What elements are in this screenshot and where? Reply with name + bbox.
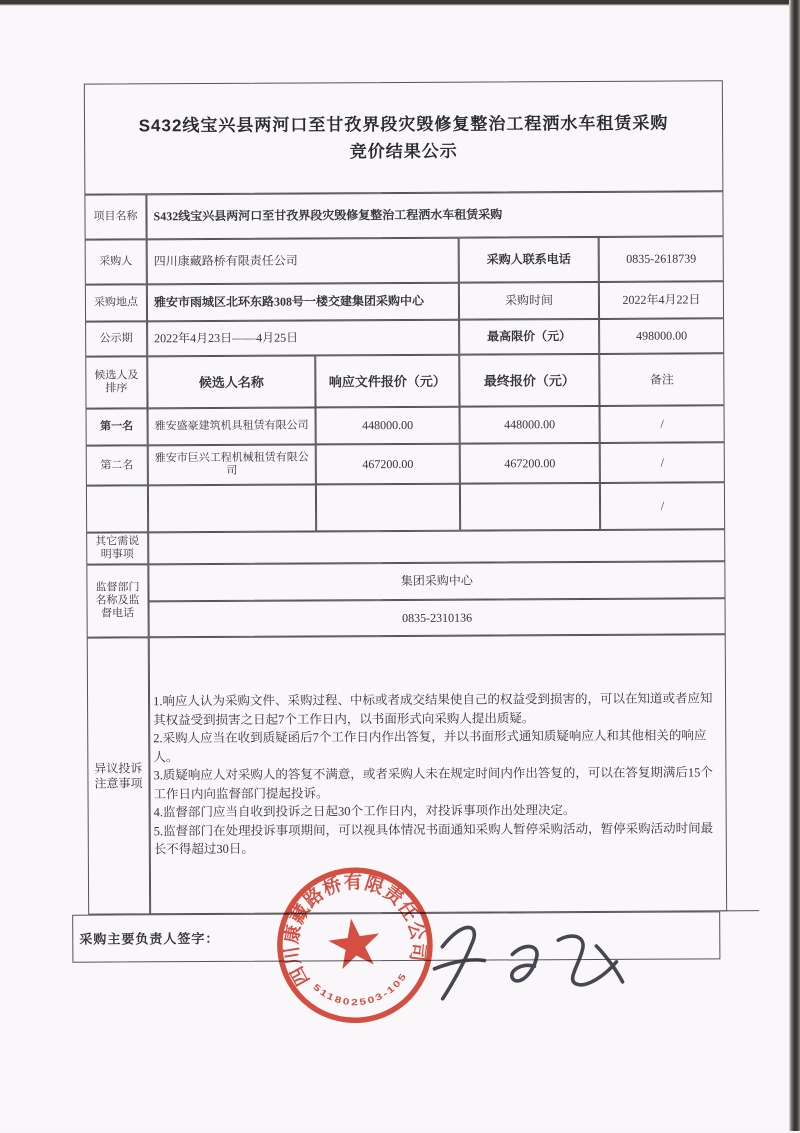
seal-star-icon (326, 915, 384, 971)
col-header-remark: 备注 (599, 353, 724, 406)
other-notes-value (148, 529, 725, 564)
publicity-period-value: 2022年4月23日——4月25日 (147, 320, 459, 357)
document-title-line1: S432线宝兴县两河口至甘孜界段灾毁修复整治工程洒水车租赁采购 (138, 113, 669, 135)
purchase-location-value: 雅安市雨城区北环东路308号一楼交建集团采购中心 (147, 283, 459, 322)
table-row-3-rank (86, 485, 148, 532)
table-row-1-name: 雅安盛豪建筑机具租赁有限公司 (148, 407, 316, 445)
purchase-time-label: 采购时间 (459, 282, 599, 320)
col-header-name: 候选人名称 (147, 355, 315, 408)
supervision-label: 监督部门名称及监督电话 (86, 564, 148, 637)
document-title-line2: 竞价结果公示 (349, 141, 458, 161)
publicity-period-label: 公示期 (85, 321, 147, 356)
purchaser-phone-label: 采购人联系电话 (459, 237, 599, 283)
col-header-final-price: 最终报价（元） (459, 354, 599, 407)
table-row-1-final-price: 448000.00 (460, 406, 600, 444)
max-price-label: 最高限价（元） (459, 319, 599, 355)
table-row-1-rank: 第一名 (86, 408, 148, 445)
table-row-3-name (148, 484, 316, 532)
scan-edge-right (789, 0, 800, 1131)
purchaser-phone-value: 0835-2618739 (599, 236, 724, 282)
seal-company-name: 四川康藏路桥有限责任公司 (280, 871, 430, 990)
col-header-rank: 候选人及排序 (85, 356, 147, 408)
complaint-items (153, 690, 723, 859)
table-row-3-doc-price (316, 484, 460, 532)
complaint-item-1: 1.响应人认为采购文件、采购过程、中标或者成交结果使自己的权益受到损害的，可以在知道或者应知其权益受到损害之日起7个工作日内，以书面形式向采购人提出质疑。 (153, 691, 713, 728)
purchaser-value: 四川康藏路桥有限责任公司 (147, 238, 459, 285)
purchase-time-value: 2022年4月22日 (599, 281, 724, 319)
table-row-1-remark: / (600, 405, 725, 443)
table-row-2-rank: 第二名 (86, 445, 148, 485)
other-notes-label: 其它需说明事项 (86, 532, 148, 564)
project-name-value: S432线宝兴县两河口至甘孜界段灾毁修复整治工程洒水车租赁采购 (146, 191, 723, 239)
signature-handwriting (420, 902, 656, 1013)
complaint-item-5: 5.监督部门在处理投诉事项期间，可以视具体情况书面通知采购人暂停采购活动，暂停采购活动时间最长不得超过30日。 (153, 821, 714, 857)
supervision-center-value: 集团采购中心 (148, 561, 725, 601)
table-row-3-remark: / (600, 482, 725, 530)
purchase-location-label: 采购地点 (85, 284, 147, 321)
complaint-item-2: 2.采购人应当在收到质疑函后7个工作日内作出答复，并以书面形式通知质疑响应人和其他相关的响应人。 (153, 728, 707, 765)
col-header-doc-price: 响应文件报价（元） (315, 355, 459, 408)
table-row-2-name: 雅安市巨兴工程机械租赁有限公司 (148, 444, 316, 485)
complaint-section-body (149, 634, 727, 914)
company-seal-stamp (264, 853, 447, 1044)
purchaser-label: 采购人 (85, 239, 147, 284)
table-row-3-final-price (460, 483, 600, 531)
supervision-phone-value: 0835-2310136 (149, 598, 726, 637)
table-row-1-doc-price: 448000.00 (316, 407, 460, 445)
complaint-section-label: 异议投诉注意事项 (87, 637, 150, 914)
signature-label: 采购主要负责人签字： (79, 930, 220, 947)
table-row-2-final-price: 467200.00 (460, 443, 600, 484)
seal-registration-number: 511802503-105 (311, 972, 408, 1008)
signature-row-border-extension (720, 910, 759, 911)
document-title-block (84, 80, 724, 194)
project-name-label: 项目名称 (84, 194, 146, 239)
complaint-item-4: 4.监督部门应当自收到投诉之日起30个工作日内，对投诉事项作出处理决定。 (153, 803, 576, 820)
table-row-2-remark: / (600, 442, 725, 483)
table-row-2-doc-price: 467200.00 (316, 444, 460, 485)
complaint-item-3: 3.质疑响应人对采购人的答复不满意，或者采购人未在规定时间内作出答复的，可以在答复期满后15个工作日内向监督部门提起投诉。 (153, 765, 713, 802)
max-price-value: 498000.00 (599, 318, 724, 354)
